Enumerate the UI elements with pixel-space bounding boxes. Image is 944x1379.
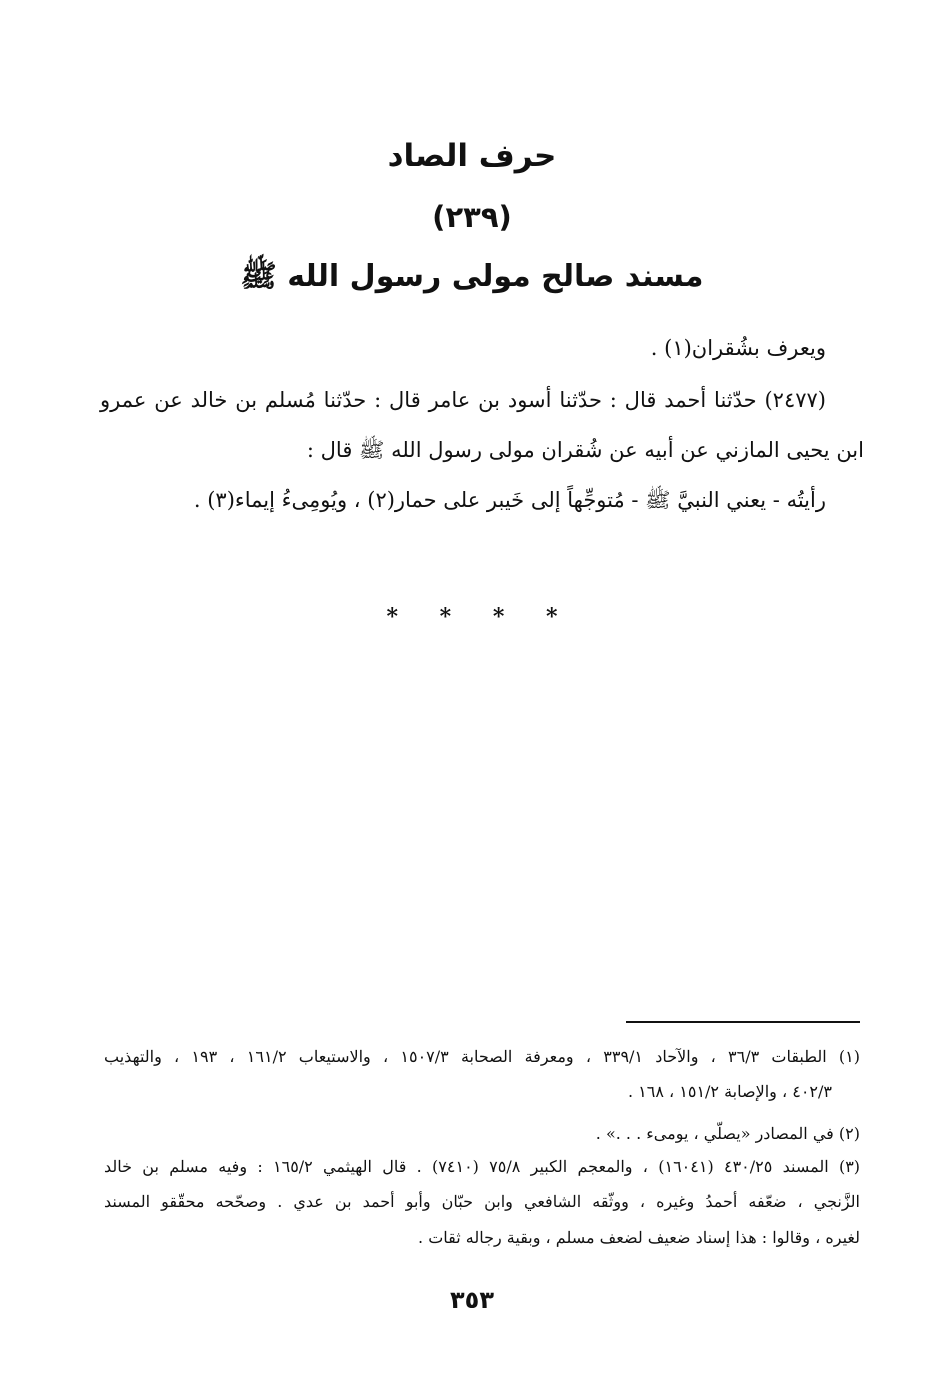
separator-star: * [439, 604, 452, 630]
separator-star: * [492, 604, 505, 630]
footnote-3-line-3: لغيره ، وقالوا : هذا إسناد ضعيف لضعف مسلم ، وبقية رجاله ثقات . [418, 1228, 860, 1247]
footnote-3-line-1: (٣) المسند ٤٣٠/٢٥ (١٦٠٤١) ، والمعجم الكبير ٧٥/٨ (٧٤١٠) . قال الهيثمي ١٦٥/٢ : وفيه مسلم بن خالد [104, 1157, 861, 1176]
separator-star: * [546, 604, 558, 630]
section-title: مسند صالح مولى رسول الله ﷺ [240, 259, 704, 294]
chapter-title: حرف الصاد [387, 138, 557, 174]
separator-star: * [386, 604, 398, 630]
footnote-3-line-2: الزَّنجي ، ضعّفه أحمدُ وغيره ، ووثّقه الشافعي وابن حبّان وأبو أحمد بن عدي . وصحّحه محقّقو المسند [104, 1192, 860, 1211]
section-separator [0, 604, 944, 630]
intro-text: ويعرف بشُقران(١) . [650, 336, 826, 360]
footnote-1-line-2: ٤٠٢/٣ ، والإصابة ١٥١/٢ ، ١٦٨ . [627, 1082, 832, 1101]
hadith-line-3: رأيتُه - يعني النبيَّ ﷺ - مُتوجِّهاً إلى خَيبر على حمار(٢) ، ويُومِىءُ إيماء(٣) . [193, 488, 826, 512]
footnote-1-line-1: (١) الطبقات ٣٦/٣ ، والآحاد ٣٣٩/١ ، ومعرفة الصحابة ١٥٠٧/٣ ، والاستيعاب ١٦١/٢ ، ١٩٣ ، والتهذيب [104, 1047, 861, 1066]
hadith-line-1: (٢٤٧٧) حدّثنا أحمد قال : حدّثنا أسود بن عامر قال : حدّثنا مُسلم بن خالد عن عمرو [100, 388, 826, 412]
section-number: (٢٣٩) [432, 200, 512, 234]
footnote-divider [626, 1021, 860, 1023]
hadith-line-2: ابن يحيى المازني عن أبيه عن شُقران مولى رسول الله ﷺ قال : [306, 438, 864, 462]
page-number: ٣٥٣ [450, 1286, 494, 1314]
footnote-2: (٢) في المصادر «يصلّي ، يومىء . . .» . [595, 1124, 860, 1143]
